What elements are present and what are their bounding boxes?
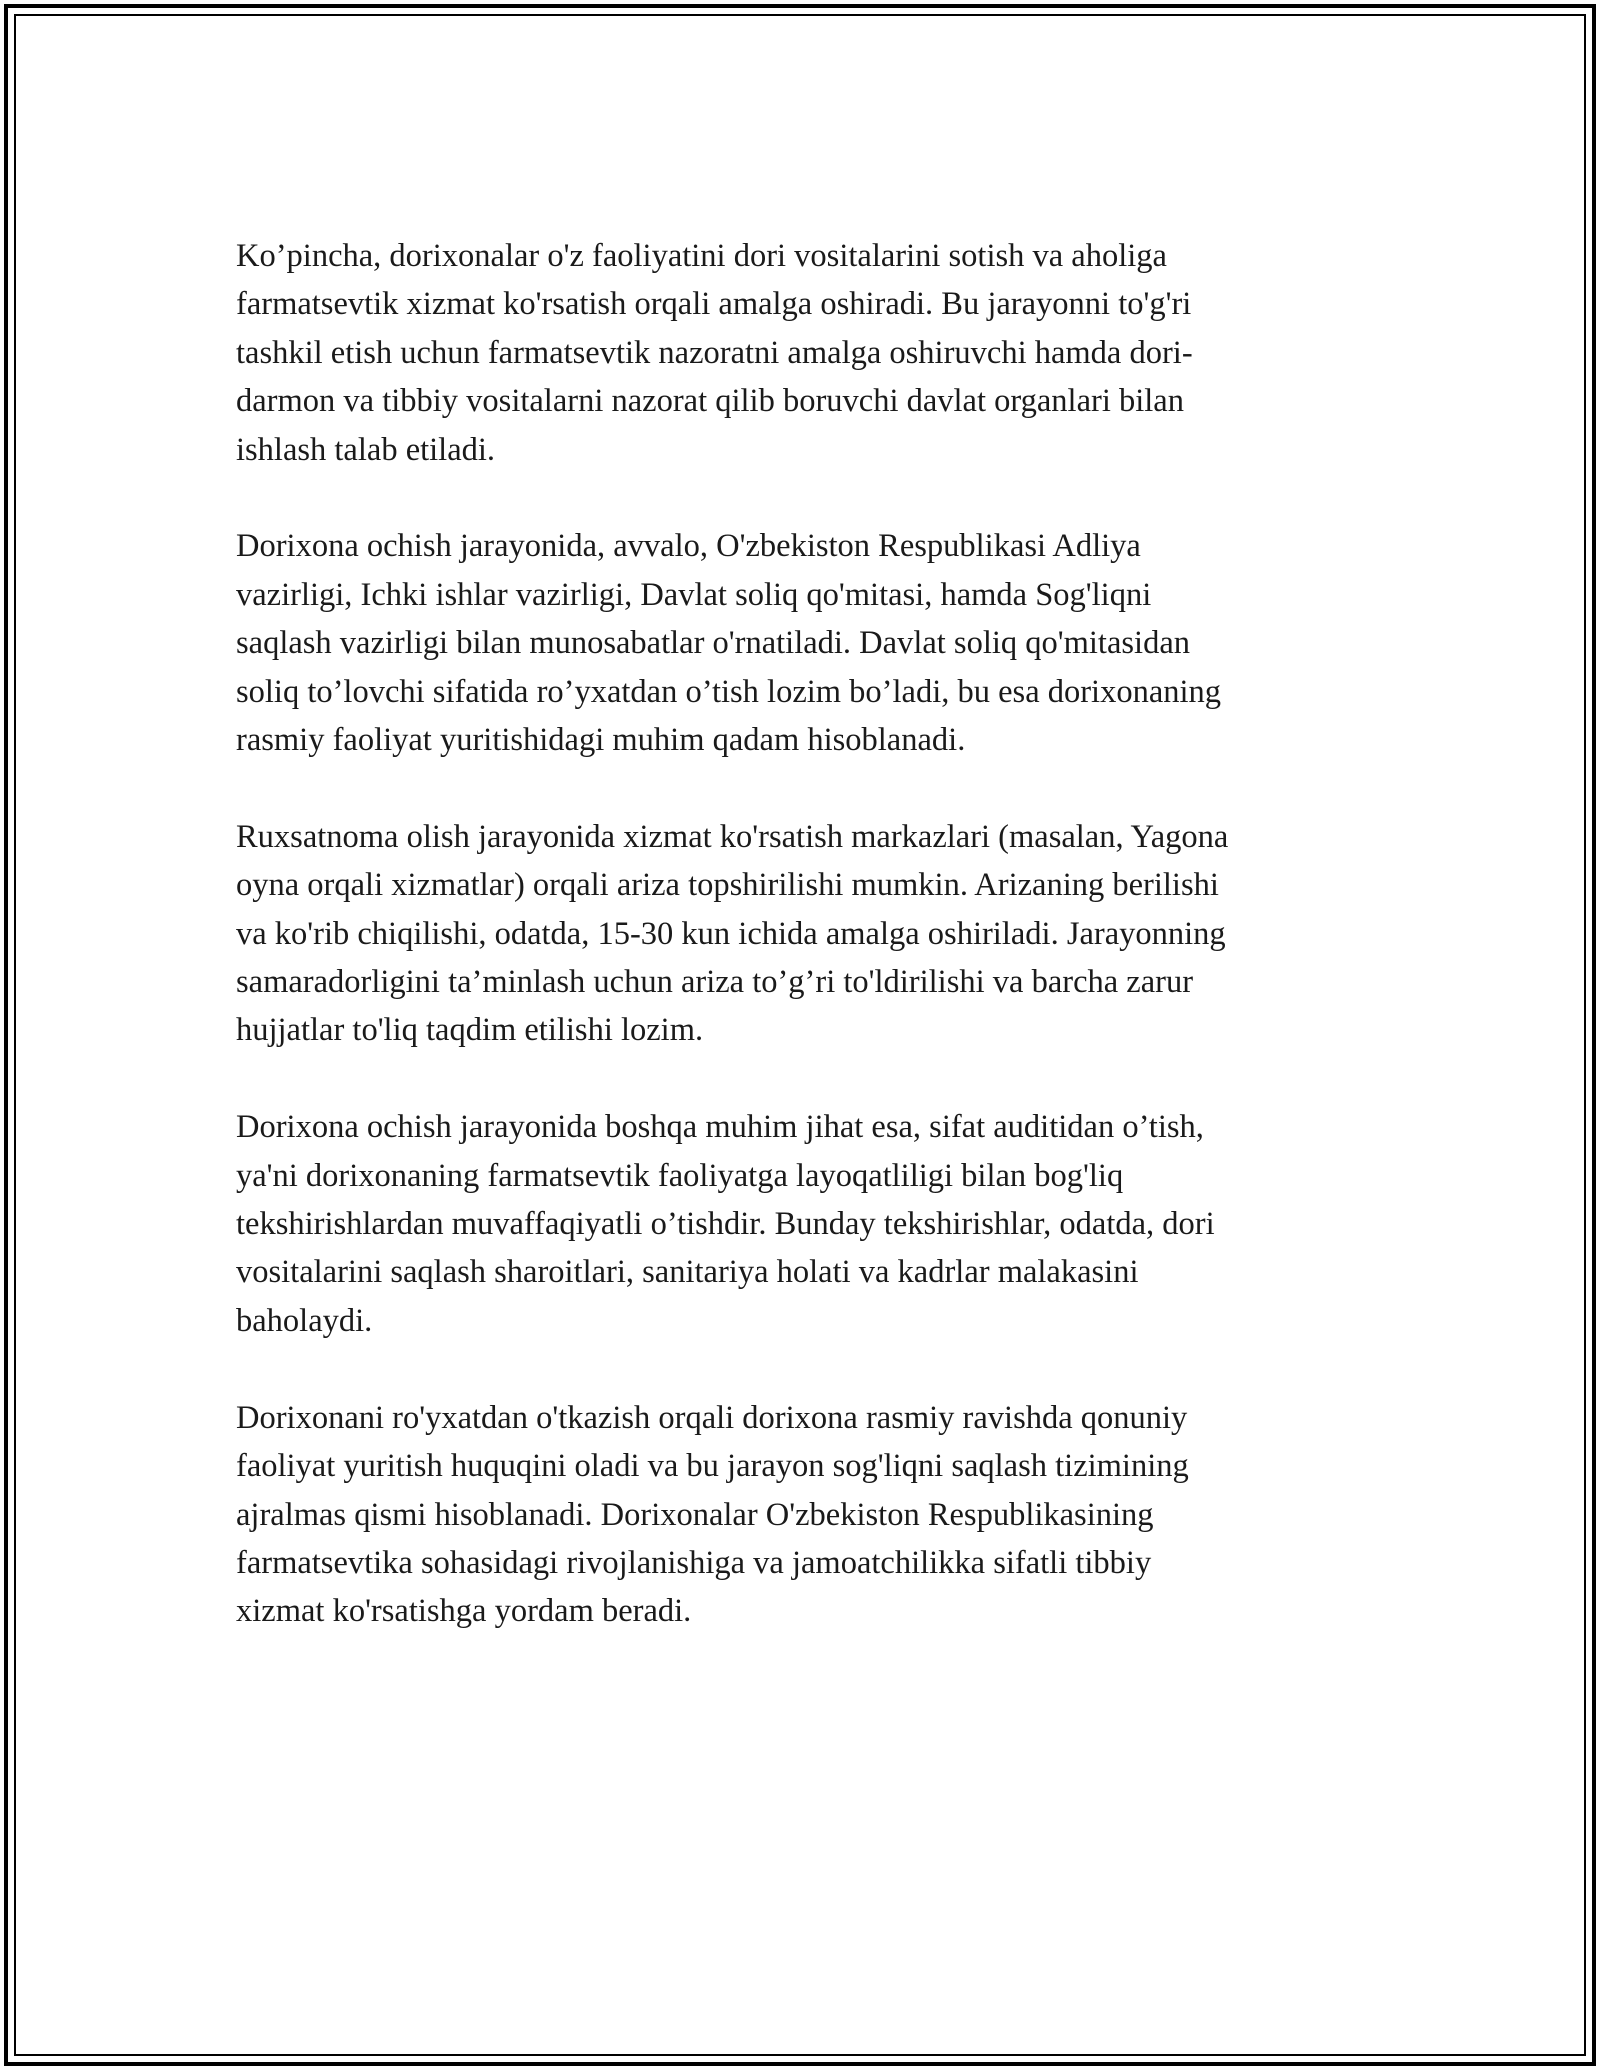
text-line: vositalarini saqlash sharoitlari, sanitariya holati va kadrlar malakasini xyxy=(236,1254,1139,1291)
paragraph-license-application xyxy=(236,813,1376,1055)
text-line: darmon va tibbiy vositalarni nazorat qilib boruvchi davlat organlari bilan xyxy=(236,383,1184,420)
document-body xyxy=(236,232,1376,1636)
text-line: Ko’pincha, dorixonalar o'z faoliyatini dori vositalarini sotish va aholiga xyxy=(236,238,1167,274)
text-line: Dorixonani ro'yxatdan o'tkazish orqali dorixona rasmiy ravishda qonuniy xyxy=(236,1399,1188,1436)
text-line: farmatsevtik xizmat ko'rsatish orqali amalga oshiradi. Bu jarayonni to'g'ri xyxy=(236,286,1192,323)
paragraph-quality-audit xyxy=(236,1103,1376,1345)
paragraph-registration xyxy=(236,1394,1376,1636)
text-line: samaradorligini ta’minlash uchun ariza to’g’ri to'ldirilishi va barcha zarur xyxy=(236,964,1194,1001)
text-line: oyna orqali xizmatlar) orqali ariza topshirilishi mumkin. Arizaning berilishi xyxy=(236,867,1219,904)
text-line: Ruxsatnoma olish jarayonida xizmat ko'rsatish markazlari (masalan, Yagona xyxy=(236,818,1229,855)
text-line: saqlash vazirligi bilan munosabatlar o'rnatiladi. Davlat soliq qo'mitasidan xyxy=(236,625,1190,662)
text-line: ishlash talab etiladi. xyxy=(236,431,496,468)
text-line: Dorixona ochish jarayonida, avvalo, O'zbekiston Respublikasi Adliya xyxy=(236,528,1141,565)
text-line: hujjatlar to'liq taqdim etilishi lozim. xyxy=(236,1012,704,1049)
text-line: farmatsevtika sohasidagi rivojlanishiga va jamoatchilikka sifatli tibbiy xyxy=(236,1544,1152,1581)
text-line: tekshirishlardan muvaffaqiyatli o’tishdir. Bunday tekshirishlar, odatda, dori xyxy=(236,1206,1215,1243)
paragraph-opening-process xyxy=(236,522,1376,764)
text-line: vazirligi, Ichki ishlar vazirligi, Davlat soliq qo'mitasi, hamda Sog'liqni xyxy=(236,576,1152,613)
text-line: tashkil etish uchun farmatsevtik nazoratni amalga oshiruvchi hamda dori- xyxy=(236,334,1193,371)
text-line: va ko'rib chiqilishi, odatda, 15-30 kun ichida amalga oshiriladi. Jarayonning xyxy=(236,915,1226,952)
text-line: rasmiy faoliyat yuritishidagi muhim qadam hisoblanadi. xyxy=(236,722,966,759)
text-line: baholaydi. xyxy=(236,1302,373,1339)
text-line: xizmat ko'rsatishga yordam beradi. xyxy=(236,1593,692,1630)
text-line: faoliyat yuritish huquqini oladi va bu jarayon sog'liqni saqlash tizimining xyxy=(236,1448,1189,1485)
text-line: Dorixona ochish jarayonida boshqa muhim jihat esa, sifat auditidan o’tish, xyxy=(236,1109,1204,1146)
text-line: ajralmas qismi hisoblanadi. Dorixonalar O'zbekiston Respublikasining xyxy=(236,1496,1154,1533)
text-line: soliq to’lovchi sifatida ro’yxatdan o’tish lozim bo’ladi, bu esa dorixonaning xyxy=(236,673,1222,710)
text-line: ya'ni dorixonaning farmatsevtik faoliyatga layoqatliligi bilan bog'liq xyxy=(236,1157,1124,1194)
paragraph-pharmacy-activity xyxy=(236,232,1376,474)
